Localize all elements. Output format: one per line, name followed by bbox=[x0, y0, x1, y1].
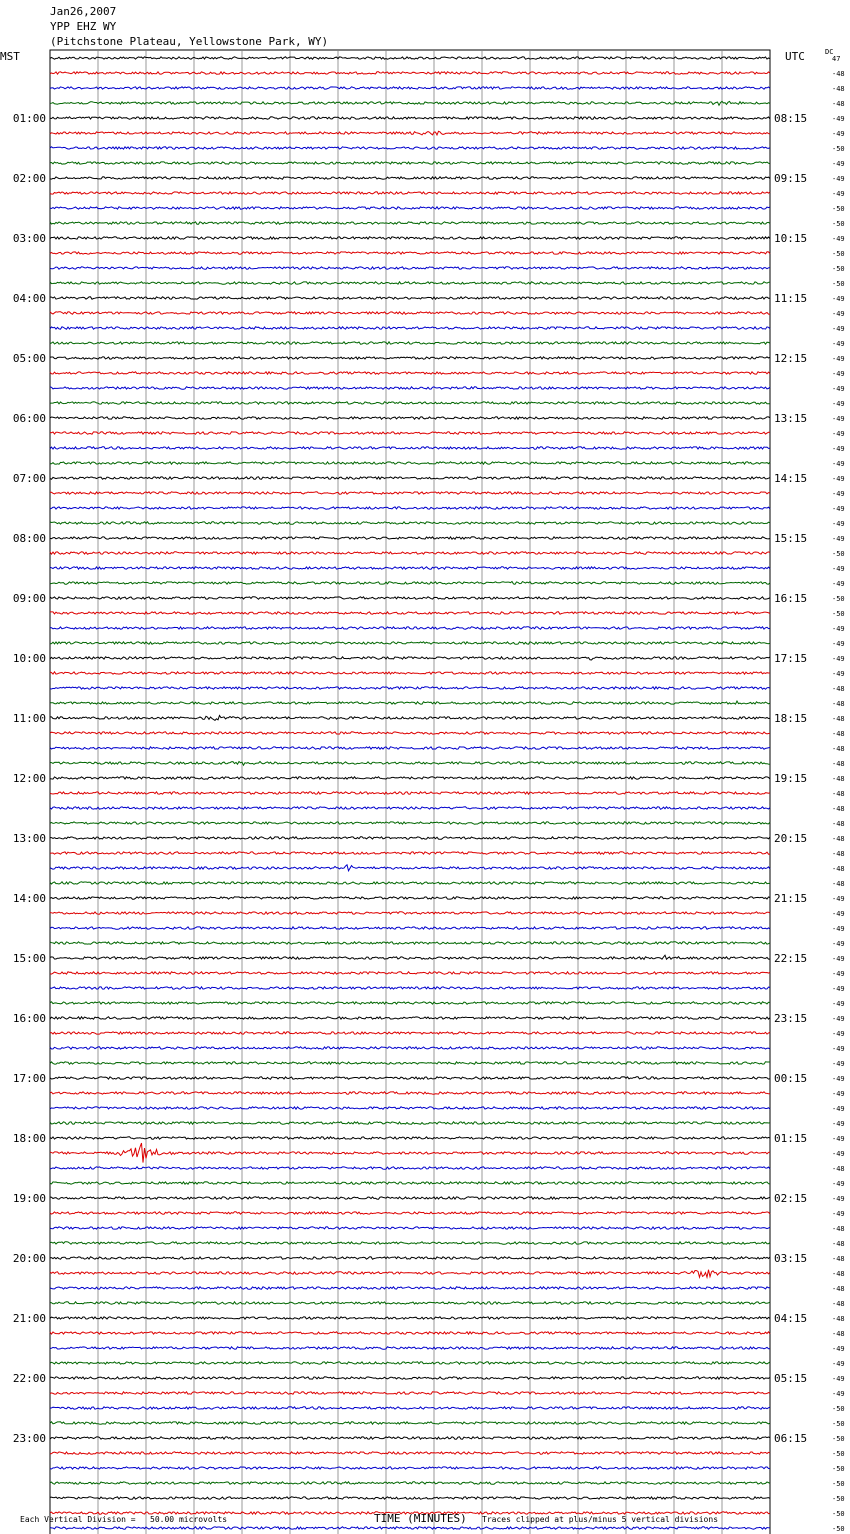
trace-line bbox=[50, 131, 770, 135]
dc-offset-label: -49 bbox=[832, 1105, 845, 1113]
dc-offset-label: -49 bbox=[832, 970, 845, 978]
trace-line bbox=[50, 612, 770, 614]
dc-offset-label: -48 bbox=[832, 730, 845, 738]
trace-line bbox=[50, 432, 770, 434]
dc-offset-label: -48 bbox=[832, 865, 845, 873]
trace-line bbox=[50, 1332, 770, 1334]
dc-offset-label: -49 bbox=[832, 310, 845, 318]
dc-offset-label: -49 bbox=[832, 355, 845, 363]
dc-offset-label: -49 bbox=[832, 1195, 845, 1203]
dc-label: DC bbox=[825, 48, 834, 56]
trace-line bbox=[50, 87, 770, 89]
dc-offset-label: -49 bbox=[832, 1135, 845, 1143]
dc-offset-label: -49 bbox=[832, 325, 845, 333]
trace-line bbox=[50, 477, 770, 479]
dc-offset-label: -49 bbox=[832, 1375, 845, 1383]
dc-offset-label: -49 bbox=[832, 370, 845, 378]
mst-hour-label: 07:00 bbox=[12, 472, 46, 485]
trace-line bbox=[50, 1167, 770, 1169]
trace-line bbox=[50, 537, 770, 539]
trace-line bbox=[50, 177, 770, 179]
dc-offset-label: -48 bbox=[832, 1225, 845, 1233]
trace-line bbox=[50, 1227, 770, 1229]
dc-offset-label: -50 bbox=[832, 1405, 845, 1413]
dc-offset-label: -49 bbox=[832, 460, 845, 468]
mst-hour-label: 06:00 bbox=[12, 412, 46, 425]
dc-offset-label: -49 bbox=[832, 1345, 845, 1353]
utc-hour-label: 22:15 bbox=[774, 952, 808, 965]
dc-offset-label: -48 bbox=[832, 790, 845, 798]
trace-line bbox=[50, 1467, 770, 1469]
trace-line bbox=[50, 207, 770, 209]
trace-line bbox=[50, 1122, 770, 1124]
trace-line bbox=[50, 1527, 770, 1529]
utc-hour-label: 09:15 bbox=[774, 172, 808, 185]
trace-line bbox=[50, 657, 770, 660]
trace-line bbox=[50, 972, 770, 974]
mst-hour-label: 23:00 bbox=[12, 1432, 46, 1445]
trace-line bbox=[50, 1317, 770, 1319]
trace-line bbox=[50, 1017, 770, 1019]
dc-offset-label: -49 bbox=[832, 445, 845, 453]
trace-line bbox=[50, 57, 770, 59]
trace-line bbox=[50, 507, 770, 509]
mst-hour-label: 03:00 bbox=[12, 232, 46, 245]
dc-offset-label: -49 bbox=[832, 670, 845, 678]
utc-hour-label: 10:15 bbox=[774, 232, 808, 245]
trace-line bbox=[50, 687, 770, 689]
trace-line bbox=[50, 672, 770, 674]
trace-line bbox=[50, 1047, 770, 1049]
trace-line bbox=[50, 882, 770, 884]
trace-line bbox=[50, 387, 770, 389]
mst-hour-label: 22:00 bbox=[12, 1372, 46, 1385]
dc-offset-label: 47 bbox=[832, 55, 841, 63]
header-location: (Pitchstone Plateau, Yellowstone Park, WY) bbox=[50, 35, 329, 48]
dc-offset-label: -49 bbox=[832, 1090, 845, 1098]
trace-line bbox=[50, 372, 770, 374]
trace-line bbox=[50, 912, 770, 914]
mst-hour-label: 21:00 bbox=[12, 1312, 46, 1325]
dc-offset-label: -50 bbox=[832, 1480, 845, 1488]
utc-hour-label: 23:15 bbox=[774, 1012, 808, 1025]
mst-hour-label: 20:00 bbox=[12, 1252, 46, 1265]
dc-offset-label: -49 bbox=[832, 910, 845, 918]
scale-note: Each Vertical Division = 50.00 microvolts bbox=[20, 1515, 228, 1524]
trace-line bbox=[50, 237, 770, 239]
trace-line bbox=[50, 342, 770, 344]
header-station: YPP EHZ WY bbox=[50, 20, 117, 33]
trace-line bbox=[50, 447, 770, 449]
dc-offset-label: -50 bbox=[832, 220, 845, 228]
mst-hour-label: 09:00 bbox=[12, 592, 46, 605]
trace-line bbox=[50, 297, 770, 299]
dc-offset-label: -48 bbox=[832, 1315, 845, 1323]
mst-hour-label: 19:00 bbox=[12, 1192, 46, 1205]
dc-offset-label: -49 bbox=[832, 1390, 845, 1398]
dc-offset-label: -49 bbox=[832, 385, 845, 393]
trace-line bbox=[50, 732, 770, 734]
trace-line bbox=[50, 222, 770, 224]
trace-line bbox=[50, 1002, 770, 1004]
trace-line bbox=[50, 1302, 770, 1304]
dc-offset-label: -50 bbox=[832, 1510, 845, 1518]
dc-offset-label: -49 bbox=[832, 340, 845, 348]
dc-offset-label: -48 bbox=[832, 775, 845, 783]
utc-hour-label: 16:15 bbox=[774, 592, 808, 605]
trace-line bbox=[50, 462, 770, 464]
trace-line bbox=[50, 1212, 770, 1214]
trace-line bbox=[50, 1062, 770, 1064]
mst-hour-label: 04:00 bbox=[12, 292, 46, 305]
utc-hour-label: 13:15 bbox=[774, 412, 808, 425]
trace-line bbox=[50, 1452, 770, 1454]
dc-offset-label: -48 bbox=[832, 1270, 845, 1278]
clip-note: Traces clipped at plus/minus 5 vertical divisions bbox=[482, 1515, 719, 1524]
mst-hour-label: 14:00 bbox=[12, 892, 46, 905]
utc-hour-label: 02:15 bbox=[774, 1192, 808, 1205]
dc-offset-label: -50 bbox=[832, 145, 845, 153]
trace-line bbox=[50, 852, 770, 854]
trace-line bbox=[50, 1143, 770, 1163]
dc-offset-label: -48 bbox=[832, 1255, 845, 1263]
dc-offset-label: -48 bbox=[832, 805, 845, 813]
dc-offset-label: -50 bbox=[832, 610, 845, 618]
utc-hour-label: 03:15 bbox=[774, 1252, 808, 1265]
plot-frame bbox=[50, 50, 770, 1534]
mst-hour-label: 02:00 bbox=[12, 172, 46, 185]
trace-line bbox=[50, 1270, 770, 1278]
trace-line bbox=[50, 117, 770, 119]
utc-hour-label: 15:15 bbox=[774, 532, 808, 545]
mst-hour-label: 11:00 bbox=[12, 712, 46, 725]
dc-offset-label: -50 bbox=[832, 1525, 845, 1533]
mst-hour-label: 15:00 bbox=[12, 952, 46, 965]
trace-line bbox=[50, 192, 770, 194]
dc-offset-label: -49 bbox=[832, 1060, 845, 1068]
trace-line bbox=[50, 147, 770, 149]
dc-offset-label: -50 bbox=[832, 265, 845, 273]
dc-offset-label: -48 bbox=[832, 1240, 845, 1248]
trace-line bbox=[50, 567, 770, 569]
trace-line bbox=[50, 582, 770, 585]
dc-offset-label: -48 bbox=[832, 820, 845, 828]
trace-line bbox=[50, 762, 770, 766]
dc-offset-label: -49 bbox=[832, 580, 845, 588]
trace-line bbox=[50, 357, 770, 359]
trace-line bbox=[50, 72, 770, 74]
trace-line bbox=[50, 897, 770, 899]
dc-offset-label: -49 bbox=[832, 1000, 845, 1008]
dc-offset-label: -49 bbox=[832, 565, 845, 573]
dc-offset-label: -49 bbox=[832, 190, 845, 198]
utc-hour-label: 00:15 bbox=[774, 1072, 808, 1085]
dc-offset-label: -50 bbox=[832, 595, 845, 603]
trace-line bbox=[50, 101, 770, 105]
utc-hour-label: 14:15 bbox=[774, 472, 808, 485]
trace-line bbox=[50, 942, 770, 944]
dc-offset-label: -49 bbox=[832, 895, 845, 903]
utc-hour-label: 04:15 bbox=[774, 1312, 808, 1325]
trace-line bbox=[50, 1422, 770, 1424]
utc-hour-label: 19:15 bbox=[774, 772, 808, 785]
dc-offset-label: -49 bbox=[832, 475, 845, 483]
trace-line bbox=[50, 627, 770, 629]
dc-offset-label: -50 bbox=[832, 250, 845, 258]
trace-line bbox=[50, 522, 770, 524]
utc-hour-label: 06:15 bbox=[774, 1432, 808, 1445]
trace-line bbox=[50, 807, 770, 809]
trace-line bbox=[50, 1392, 770, 1394]
dc-offset-label: -49 bbox=[832, 505, 845, 513]
trace-line bbox=[50, 1197, 770, 1199]
dc-offset-label: -48 bbox=[832, 1300, 845, 1308]
dc-offset-label: -49 bbox=[832, 130, 845, 138]
dc-offset-label: -48 bbox=[832, 1330, 845, 1338]
trace-line bbox=[50, 987, 770, 989]
dc-offset-label: -49 bbox=[832, 1360, 845, 1368]
dc-offset-label: -50 bbox=[832, 1435, 845, 1443]
dc-offset-label: -49 bbox=[832, 955, 845, 963]
trace-line bbox=[50, 1077, 770, 1079]
trace-line bbox=[50, 1242, 770, 1244]
utc-hour-label: 21:15 bbox=[774, 892, 808, 905]
dc-offset-label: -48 bbox=[832, 100, 845, 108]
trace-line bbox=[50, 777, 770, 779]
dc-offset-label: -50 bbox=[832, 550, 845, 558]
utc-hour-label: 08:15 bbox=[774, 112, 808, 125]
dc-offset-label: -49 bbox=[832, 235, 845, 243]
trace-line bbox=[50, 417, 770, 419]
trace-line bbox=[50, 1482, 770, 1484]
dc-offset-label: -50 bbox=[832, 280, 845, 288]
trace-line bbox=[50, 492, 770, 494]
dc-offset-label: -49 bbox=[832, 520, 845, 528]
trace-line bbox=[50, 792, 770, 794]
mst-hour-label: 05:00 bbox=[12, 352, 46, 365]
trace-line bbox=[50, 865, 770, 871]
dc-offset-label: -49 bbox=[832, 640, 845, 648]
trace-line bbox=[50, 597, 770, 599]
trace-line bbox=[50, 1362, 770, 1364]
mst-hour-label: 17:00 bbox=[12, 1072, 46, 1085]
trace-line bbox=[50, 642, 770, 644]
dc-offset-label: -50 bbox=[832, 1450, 845, 1458]
trace-line bbox=[50, 701, 770, 704]
utc-hour-label: 20:15 bbox=[774, 832, 808, 845]
trace-line bbox=[50, 1287, 770, 1289]
dc-offset-label: -48 bbox=[832, 85, 845, 93]
dc-offset-label: -48 bbox=[832, 715, 845, 723]
utc-hour-label: 12:15 bbox=[774, 352, 808, 365]
utc-hour-label: 05:15 bbox=[774, 1372, 808, 1385]
dc-offset-label: -49 bbox=[832, 415, 845, 423]
dc-offset-label: -49 bbox=[832, 985, 845, 993]
dc-offset-label: -49 bbox=[832, 1120, 845, 1128]
trace-line bbox=[50, 747, 770, 749]
trace-line bbox=[50, 327, 770, 329]
dc-offset-label: -49 bbox=[832, 160, 845, 168]
trace-line bbox=[50, 716, 770, 721]
trace-line bbox=[50, 1377, 770, 1379]
trace-line bbox=[50, 1407, 770, 1409]
trace-line bbox=[50, 1182, 770, 1184]
utc-label: UTC bbox=[785, 50, 805, 63]
trace-line bbox=[50, 312, 770, 314]
mst-hour-label: 12:00 bbox=[12, 772, 46, 785]
dc-offset-label: -50 bbox=[832, 205, 845, 213]
dc-offset-label: -50 bbox=[832, 1495, 845, 1503]
trace-line bbox=[50, 1137, 770, 1139]
mst-hour-label: 16:00 bbox=[12, 1012, 46, 1025]
dc-offset-label: -48 bbox=[832, 1165, 845, 1173]
mst-hour-label: 10:00 bbox=[12, 652, 46, 665]
dc-offset-label: -48 bbox=[832, 745, 845, 753]
dc-offset-label: -48 bbox=[832, 70, 845, 78]
dc-offset-label: -49 bbox=[832, 115, 845, 123]
trace-line bbox=[50, 402, 770, 404]
utc-hour-label: 18:15 bbox=[774, 712, 808, 725]
dc-offset-label: -49 bbox=[832, 1075, 845, 1083]
dc-offset-label: -49 bbox=[832, 1210, 845, 1218]
header-date: Jan26,2007 bbox=[50, 5, 117, 18]
utc-hour-label: 01:15 bbox=[774, 1132, 808, 1145]
dc-offset-label: -49 bbox=[832, 1150, 845, 1158]
trace-line bbox=[50, 927, 770, 929]
x-axis-title: TIME (MINUTES) bbox=[374, 1512, 467, 1525]
dc-offset-label: -49 bbox=[832, 1180, 845, 1188]
mst-label: MST bbox=[0, 50, 20, 63]
trace-line bbox=[50, 1107, 770, 1109]
dc-offset-label: -49 bbox=[832, 625, 845, 633]
dc-offset-label: -48 bbox=[832, 760, 845, 768]
trace-line bbox=[50, 1092, 770, 1094]
dc-offset-label: -50 bbox=[832, 1465, 845, 1473]
dc-offset-label: -48 bbox=[832, 1285, 845, 1293]
dc-offset-label: -49 bbox=[832, 175, 845, 183]
trace-line bbox=[50, 267, 770, 269]
trace-line bbox=[50, 552, 770, 554]
dc-offset-label: -49 bbox=[832, 655, 845, 663]
dc-offset-label: -49 bbox=[832, 1015, 845, 1023]
dc-offset-label: -49 bbox=[832, 925, 845, 933]
dc-offset-label: -49 bbox=[832, 490, 845, 498]
trace-line bbox=[50, 822, 770, 824]
trace-line bbox=[50, 1032, 770, 1034]
mst-hour-label: 01:00 bbox=[12, 112, 46, 125]
utc-hour-label: 11:15 bbox=[774, 292, 808, 305]
dc-offset-label: -49 bbox=[832, 400, 845, 408]
dc-offset-label: -49 bbox=[832, 1045, 845, 1053]
dc-offset-label: -48 bbox=[832, 700, 845, 708]
trace-line bbox=[50, 282, 770, 284]
trace-line bbox=[50, 837, 770, 839]
trace-line bbox=[50, 162, 770, 164]
dc-offset-label: -48 bbox=[832, 880, 845, 888]
dc-offset-label: -49 bbox=[832, 430, 845, 438]
dc-offset-label: -49 bbox=[832, 295, 845, 303]
trace-line bbox=[50, 955, 770, 959]
trace-line bbox=[50, 1497, 770, 1499]
dc-offset-label: -48 bbox=[832, 850, 845, 858]
dc-offset-label: -49 bbox=[832, 1030, 845, 1038]
trace-line bbox=[50, 1347, 770, 1349]
utc-hour-label: 17:15 bbox=[774, 652, 808, 665]
trace-line bbox=[50, 252, 770, 254]
trace-line bbox=[50, 1437, 770, 1439]
mst-hour-label: 13:00 bbox=[12, 832, 46, 845]
dc-offset-label: -49 bbox=[832, 535, 845, 543]
mst-hour-label: 18:00 bbox=[12, 1132, 46, 1145]
dc-offset-label: -48 bbox=[832, 685, 845, 693]
dc-offset-label: -49 bbox=[832, 940, 845, 948]
dc-offset-label: -48 bbox=[832, 835, 845, 843]
mst-hour-label: 08:00 bbox=[12, 532, 46, 545]
trace-line bbox=[50, 1257, 770, 1259]
dc-offset-label: -50 bbox=[832, 1420, 845, 1428]
